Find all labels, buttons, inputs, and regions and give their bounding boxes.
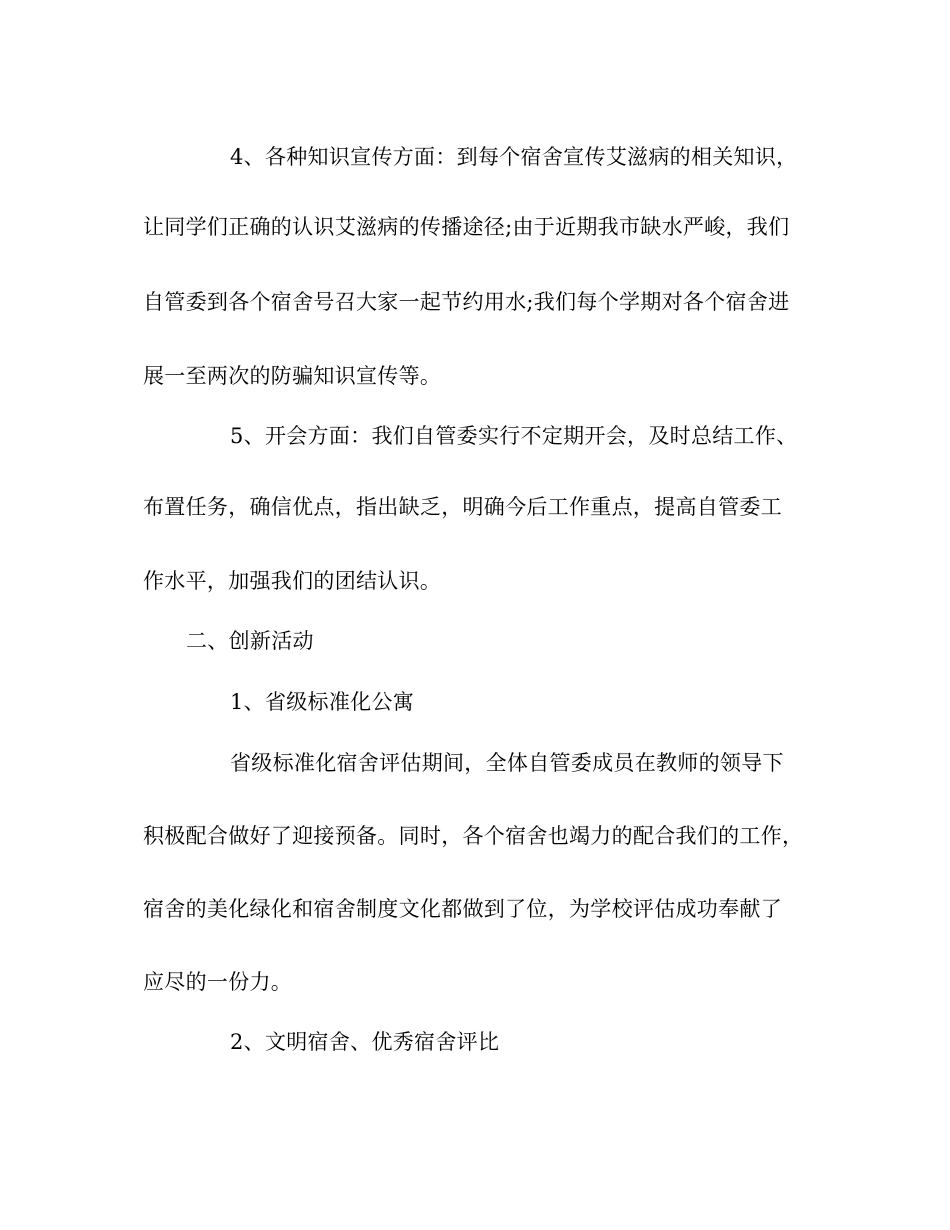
paragraph-4-line-3: 自管委到各个宿舍号召大家一起节约用水;我们每个学期对各个宿舍进: [143, 290, 790, 314]
paragraph-line: 积极配合做好了迎接预备。同时，各个宿舍也竭力的配合我们的工作，: [143, 824, 804, 848]
paragraph-4-line-2: 让同学们正确的认识艾滋病的传播途径;由于近期我市缺水严峻，我们: [143, 215, 790, 239]
paragraph-5-line-1: 5、开会方面：我们自管委实行不定期开会，及时总结工作、: [230, 424, 798, 448]
paragraph-line: 宿舍的美化绿化和宿舍制度文化都做到了位，为学校评估成功奉献了: [143, 897, 782, 921]
paragraph-4-line-4: 展一至两次的防骗知识宣传等。: [143, 364, 442, 388]
subsection-heading-2: 2、文明宿舍、优秀宿舍评比: [230, 1030, 500, 1054]
paragraph-line: 应尽的一份力。: [143, 970, 293, 994]
section-heading: 二、创新活动: [186, 629, 314, 653]
subsection-heading-1: 1、省级标准化公寓: [230, 690, 415, 714]
paragraph-5-line-2: 布置任务，确信优点，指出缺乏，明确今后工作重点，提高自管委工: [143, 495, 782, 519]
paragraph-4-line-1: 4、各种知识宣传方面：到每个宿舍宣传艾滋病的相关知识，: [230, 145, 798, 169]
paragraph-line: 省级标准化宿舍评估期间，全体自管委成员在教师的领导下: [230, 751, 784, 775]
paragraph-5-line-3: 作水平，加强我们的团结认识。: [143, 569, 442, 593]
